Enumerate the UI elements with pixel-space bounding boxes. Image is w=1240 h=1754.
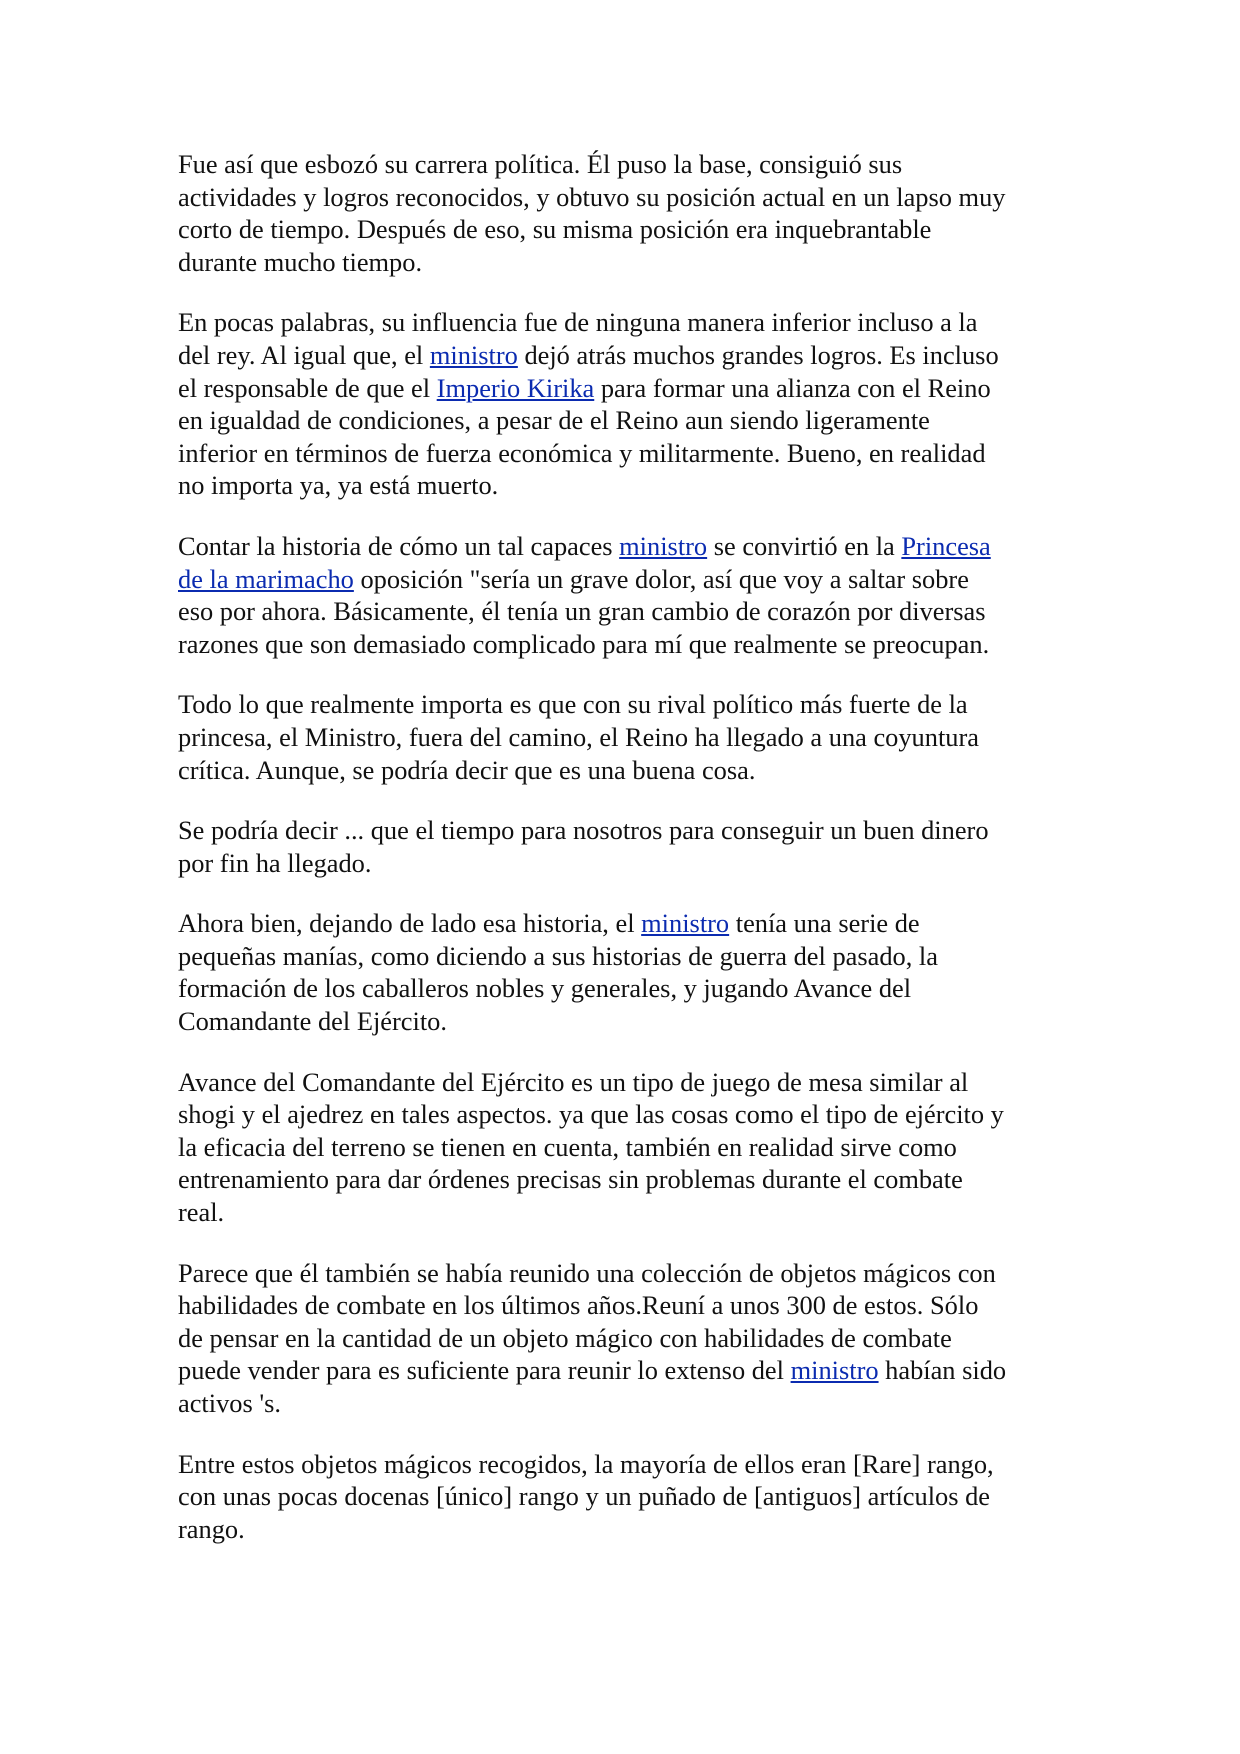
text-line	[178, 688, 1078, 721]
paragraph-5	[178, 814, 1078, 879]
text-run: Se podría decir ... que el tiempo para nosotros para conseguir un buen dinero	[178, 815, 989, 846]
text-run: actividades y logros reconocidos, y obtuvo su posición actual en un lapso muy	[178, 181, 1006, 212]
text-run: Avance del Comandante del Ejército es un tipo de juego de mesa similar al	[178, 1066, 969, 1097]
text-line	[178, 563, 1078, 596]
text-run: entrenamiento para dar órdenes precisas sin problemas durante el combate	[178, 1164, 963, 1195]
link-ministro[interactable]: ministro	[429, 339, 518, 370]
text-line	[178, 530, 1078, 563]
paragraph-3	[178, 530, 1078, 660]
text-run: formación de los caballeros nobles y generales, y jugando Avance del	[178, 973, 912, 1004]
paragraph-7	[178, 1066, 1078, 1229]
text-line	[178, 1322, 1078, 1355]
text-line	[178, 1289, 1078, 1322]
text-line	[178, 595, 1078, 628]
text-run: del rey. Al igual que, el	[178, 339, 430, 370]
text-run: la eficacia del terreno se tienen en cuenta, también en realidad sirve como	[178, 1131, 957, 1162]
text-line	[178, 1005, 1078, 1038]
text-run: habían sido	[878, 1355, 1007, 1386]
paragraph-2	[178, 306, 1078, 502]
link-imperio-kirika[interactable]: Imperio Kirika	[436, 372, 595, 403]
text-run: real.	[178, 1197, 225, 1228]
text-line	[178, 437, 1078, 470]
text-run: Ahora bien, dejando de lado esa historia, el	[178, 908, 642, 939]
text-line	[178, 1098, 1078, 1131]
paragraph-1	[178, 148, 1078, 278]
text-run: habilidades de combate en los últimos años.Reuní a unos 300 de estos. Sólo	[178, 1290, 979, 1321]
text-line	[178, 721, 1078, 754]
text-run: puede vender para es suficiente para reunir lo extenso del	[178, 1355, 791, 1386]
text-line	[178, 628, 1078, 661]
link-ministro[interactable]: ministro	[790, 1355, 879, 1386]
paragraph-4	[178, 688, 1078, 786]
text-run: Comandante del Ejército.	[178, 1006, 447, 1037]
link-ministro[interactable]: ministro	[619, 530, 708, 561]
text-run: En pocas palabras, su influencia fue de ninguna manera inferior incluso a la	[178, 307, 978, 338]
text-line	[178, 940, 1078, 973]
text-line	[178, 972, 1078, 1005]
text-line	[178, 1513, 1078, 1546]
text-run: se convirtió en la	[707, 530, 902, 561]
text-line	[178, 1163, 1078, 1196]
text-run: oposición "sería un grave dolor, así que voy a saltar sobre	[353, 563, 969, 594]
text-line	[178, 1387, 1078, 1420]
text-run: Contar la historia de cómo un tal capaces	[178, 530, 620, 561]
text-line	[178, 404, 1078, 437]
text-line	[178, 181, 1078, 214]
paragraph-9	[178, 1448, 1078, 1546]
link-princesa-de-la-marimacho[interactable]: Princesa	[901, 530, 991, 561]
text-run: activos 's.	[178, 1388, 281, 1418]
text-run: crítica. Aunque, se podría decir que es una buena cosa.	[178, 754, 756, 785]
text-run: dejó atrás muchos grandes logros. Es incluso	[517, 339, 999, 370]
text-line	[178, 213, 1078, 246]
text-line	[178, 469, 1078, 502]
text-line	[178, 1131, 1078, 1164]
text-line	[178, 306, 1078, 339]
text-run: Entre estos objetos mágicos recogidos, la mayoría de ellos eran [Rare] rango,	[178, 1448, 994, 1479]
text-line	[178, 339, 1078, 372]
text-line	[178, 246, 1078, 279]
text-line	[178, 754, 1078, 787]
text-run: para formar una alianza con el Reino	[594, 372, 991, 403]
text-line	[178, 814, 1078, 847]
text-run: razones que son demasiado complicado para mí que realmente se preocupan.	[178, 628, 990, 659]
text-run: el responsable de que el	[178, 372, 437, 403]
text-line	[178, 1448, 1078, 1481]
paragraph-6	[178, 907, 1078, 1037]
link-princesa-de-la-marimacho[interactable]: de la marimacho	[178, 563, 354, 594]
text-run: inferior en términos de fuerza económica y militarmente. Bueno, en realidad	[178, 437, 986, 468]
text-line	[178, 148, 1078, 181]
text-run: durante mucho tiempo.	[178, 246, 423, 277]
text-run: eso por ahora. Básicamente, él tenía un gran cambio de corazón por diversas	[178, 596, 986, 627]
text-run: no importa ya, ya está muerto.	[178, 470, 499, 501]
text-run: en igualdad de condiciones, a pesar de el Reino aun siendo ligeramente	[178, 405, 930, 436]
text-run: Todo lo que realmente importa es que con su rival político más fuerte de la	[178, 689, 968, 720]
text-run: tenía una serie de	[729, 908, 920, 939]
text-line	[178, 847, 1078, 880]
text-line	[178, 372, 1078, 405]
text-run: princesa, el Ministro, fuera del camino, el Reino ha llegado a una coyuntura	[178, 721, 979, 752]
link-ministro[interactable]: ministro	[641, 908, 730, 939]
text-line	[178, 1257, 1078, 1290]
text-line	[178, 1196, 1078, 1229]
text-run: Parece que él también se había reunido una colección de objetos mágicos con	[178, 1257, 996, 1288]
text-line	[178, 1066, 1078, 1099]
text-run: por fin ha llegado.	[178, 847, 372, 878]
text-run: pequeñas manías, como diciendo a sus historias de guerra del pasado, la	[178, 940, 938, 971]
text-run: corto de tiempo. Después de eso, su misma posición era inquebrantable	[178, 214, 932, 245]
text-line	[178, 1480, 1078, 1513]
text-run: shogi y el ajedrez en tales aspectos. ya que las cosas como el tipo de ejército y	[178, 1099, 1004, 1130]
text-run: Fue así que esbozó su carrera política. Él puso la base, consiguió sus	[178, 149, 903, 179]
text-line	[178, 907, 1078, 940]
text-run: de pensar en la cantidad de un objeto mágico con habilidades de combate	[178, 1322, 952, 1353]
text-run: con unas pocas docenas [único] rango y un puñado de [antiguos] artículos de	[178, 1481, 991, 1512]
text-line	[178, 1354, 1078, 1387]
document-page	[178, 148, 1078, 1573]
paragraph-8	[178, 1257, 1078, 1420]
text-run: rango.	[178, 1513, 245, 1544]
